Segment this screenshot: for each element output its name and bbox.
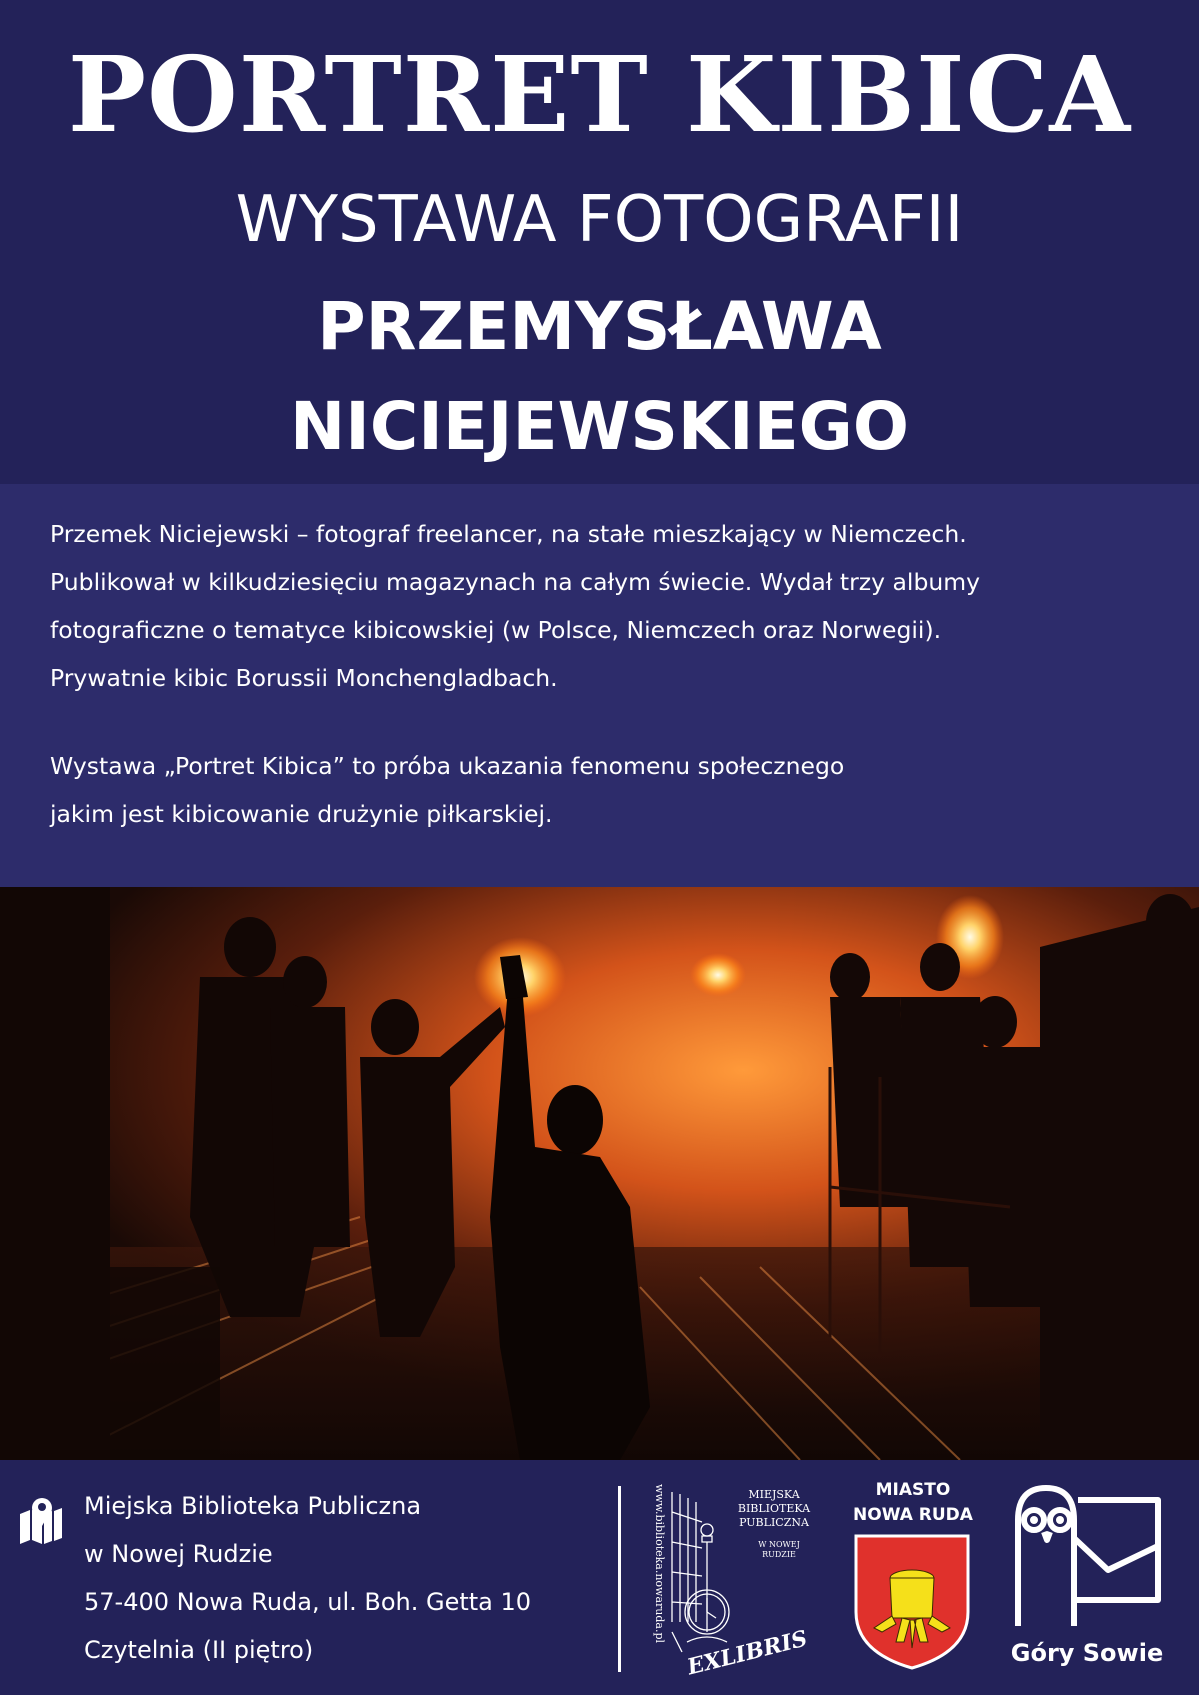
address-line: w Nowej Rudzie <box>84 1540 273 1568</box>
bio-line: fotograficzne o tematyce kibicowskiej (w Polsce, Niemczech oraz Norwegii). <box>50 616 942 644</box>
bio-line: Publikował w kilkudziesięciu magazynach na całym świecie. Wydał trzy albumy <box>50 568 981 596</box>
poster-footer <box>0 1460 1199 1695</box>
address-line: 57-400 Nowa Ruda, ul. Boh. Getta 10 <box>84 1588 532 1616</box>
poster-header <box>0 0 1199 484</box>
bio-line: Przemek Niciejewski – fotograf freelancer, na stałe mieszkający w Niemczech. <box>50 520 967 548</box>
exlibris-subtitle-line: RUDZIE <box>762 1550 796 1559</box>
poster-title: PORTRET KIBICA <box>67 33 1132 156</box>
exlibris-title <box>724 1488 824 1530</box>
nowa-ruda-label <box>848 1478 978 1528</box>
footer-divider <box>618 1486 621 1672</box>
nowa-ruda-label-line: NOWA RUDA <box>853 1505 973 1525</box>
address-line: Miejska Biblioteka Publiczna <box>84 1492 422 1520</box>
bio-line: jakim jest kibicowanie drużynie piłkarskiej. <box>50 800 553 828</box>
bio-line: Prywatnie kibic Borussii Monchengladbach. <box>50 664 558 692</box>
nowa-ruda-label-line: MIASTO <box>875 1480 951 1500</box>
library-address <box>84 1482 531 1674</box>
bio-paragraph-2 <box>50 742 1160 838</box>
poster-subtitle: WYSTAWA FOTOGRAFII <box>235 183 964 257</box>
exlibris-word: EXLIBRIS <box>684 1625 810 1681</box>
bio-section <box>0 484 1199 887</box>
flare-center <box>690 953 746 997</box>
exlibris-subtitle <box>744 1540 814 1560</box>
author-name-line2: NICIEJEWSKIEGO <box>290 388 909 465</box>
owl-icon <box>1008 1480 1166 1630</box>
exlibris-title-line: MIEJSKA <box>748 1488 800 1501</box>
author-name-line1: PRZEMYSŁAWA <box>317 288 882 365</box>
gory-sowie-label: Góry Sowie <box>1010 1639 1164 1667</box>
bio-line: Wystawa „Portret Kibica” to próba ukazania fenomenu społecznego <box>50 752 845 780</box>
exlibris-subtitle-line: W NOWEJ <box>758 1540 800 1549</box>
photo-illustration <box>0 887 1199 1460</box>
map-pin-icon <box>16 1496 66 1546</box>
nowa-ruda-coat-of-arms-icon <box>852 1532 972 1672</box>
address-line: Czytelnia (II piętro) <box>84 1636 314 1664</box>
fans-flares-photo <box>0 887 1199 1460</box>
exlibris-title-line: PUBLICZNA <box>739 1516 809 1529</box>
bio-paragraph-1 <box>50 510 1160 702</box>
exlibris-title-line: BIBLIOTEKA <box>737 1502 811 1515</box>
library-website-url: www.biblioteka.nowaruda.pl <box>653 1484 666 1644</box>
